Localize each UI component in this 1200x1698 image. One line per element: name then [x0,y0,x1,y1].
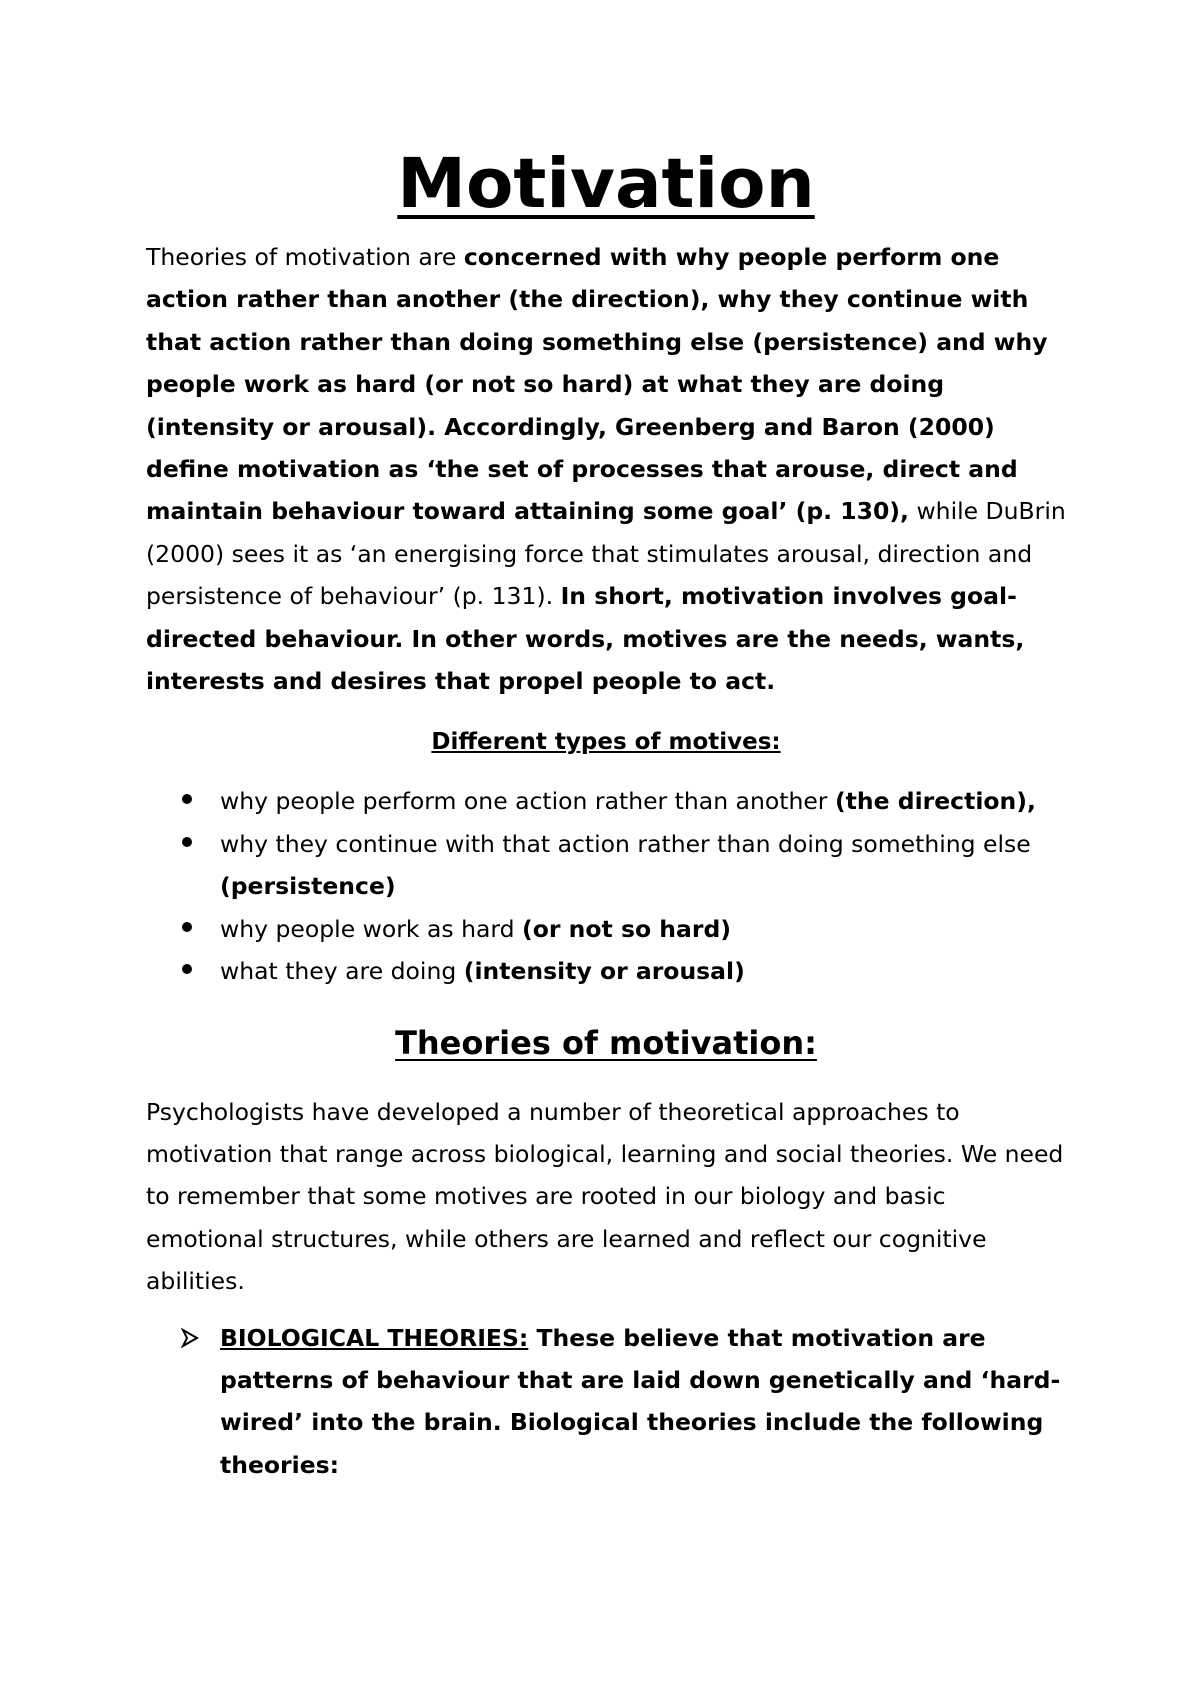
theories-paragraph: Psychologists have developed a number of theoretical approaches to motivation that range across biological, learning and social theories. We need to remember that some motives are rooted in our biology and basic emotional structures, while others are learned and reflect our cognitive abilities. [146,1097,1064,1296]
list-item-plain: what they are doing [220,957,464,986]
list-item [146,908,1066,950]
biological-theories-label: BIOLOGICAL THEORIES: [220,1323,529,1352]
document-title: Motivation [397,144,815,224]
intro-text-2: concerned with why people perform one action rather than another (the direction), why they continue with that action rather than doing something else (persistence) and why people work as hard (or not so hard) at what they are doing (intensity or arousal). Accordingly, Greenberg and Baron (2000) define motivation as ‘the set of processes that arouse, direct and maintain behaviour toward attaining some goal’ (p. 130), [146,243,1048,526]
list-item [146,950,1066,992]
list-item-plain: why people perform one action rather than another [220,787,835,816]
types-heading: Different types of motives: [431,729,781,756]
bullet-dot-icon [182,837,192,847]
bullet-dot-icon [182,922,192,932]
list-item-plain: why people work as hard [220,914,523,943]
bullet-dot-icon [182,964,192,974]
bullet-dot-icon [182,794,192,804]
intro-text-3: while DuBrin (2000) sees it as ‘an energising force that stimulates arousal, direction and persistence of behaviour’ (p. 131). [146,497,1066,611]
list-item [146,1317,1066,1487]
list-item-bold: (persistence) [220,872,396,901]
biological-theories-text: These believe that motivation are patterns of behaviour that are laid down genetically and ‘hard-wired’ into the brain. Biological theories include the following theories: [220,1323,1061,1479]
arrowhead-bullet-icon [180,1328,200,1348]
list-item-bold: (intensity or arousal) [463,957,745,986]
types-list [146,780,1066,992]
theories-list [146,1317,1066,1487]
document-page [146,142,1066,1486]
list-item [146,823,1066,908]
intro-paragraph [146,236,1066,702]
intro-text-4: In short, motivation involves goal-directed behaviour. In other words, motives are the needs, wants, interests and desires that propel people to act. [146,582,1025,696]
list-item [146,780,1066,822]
theories-heading: Theories of motivation: [395,1023,817,1062]
list-item-bold: (the direction), [834,787,1036,816]
list-item-bold: (or not so hard) [522,914,732,943]
list-item-plain: why they continue with that action rather than doing something else [220,829,1031,858]
intro-text-1: Theories of motivation are [146,243,464,271]
